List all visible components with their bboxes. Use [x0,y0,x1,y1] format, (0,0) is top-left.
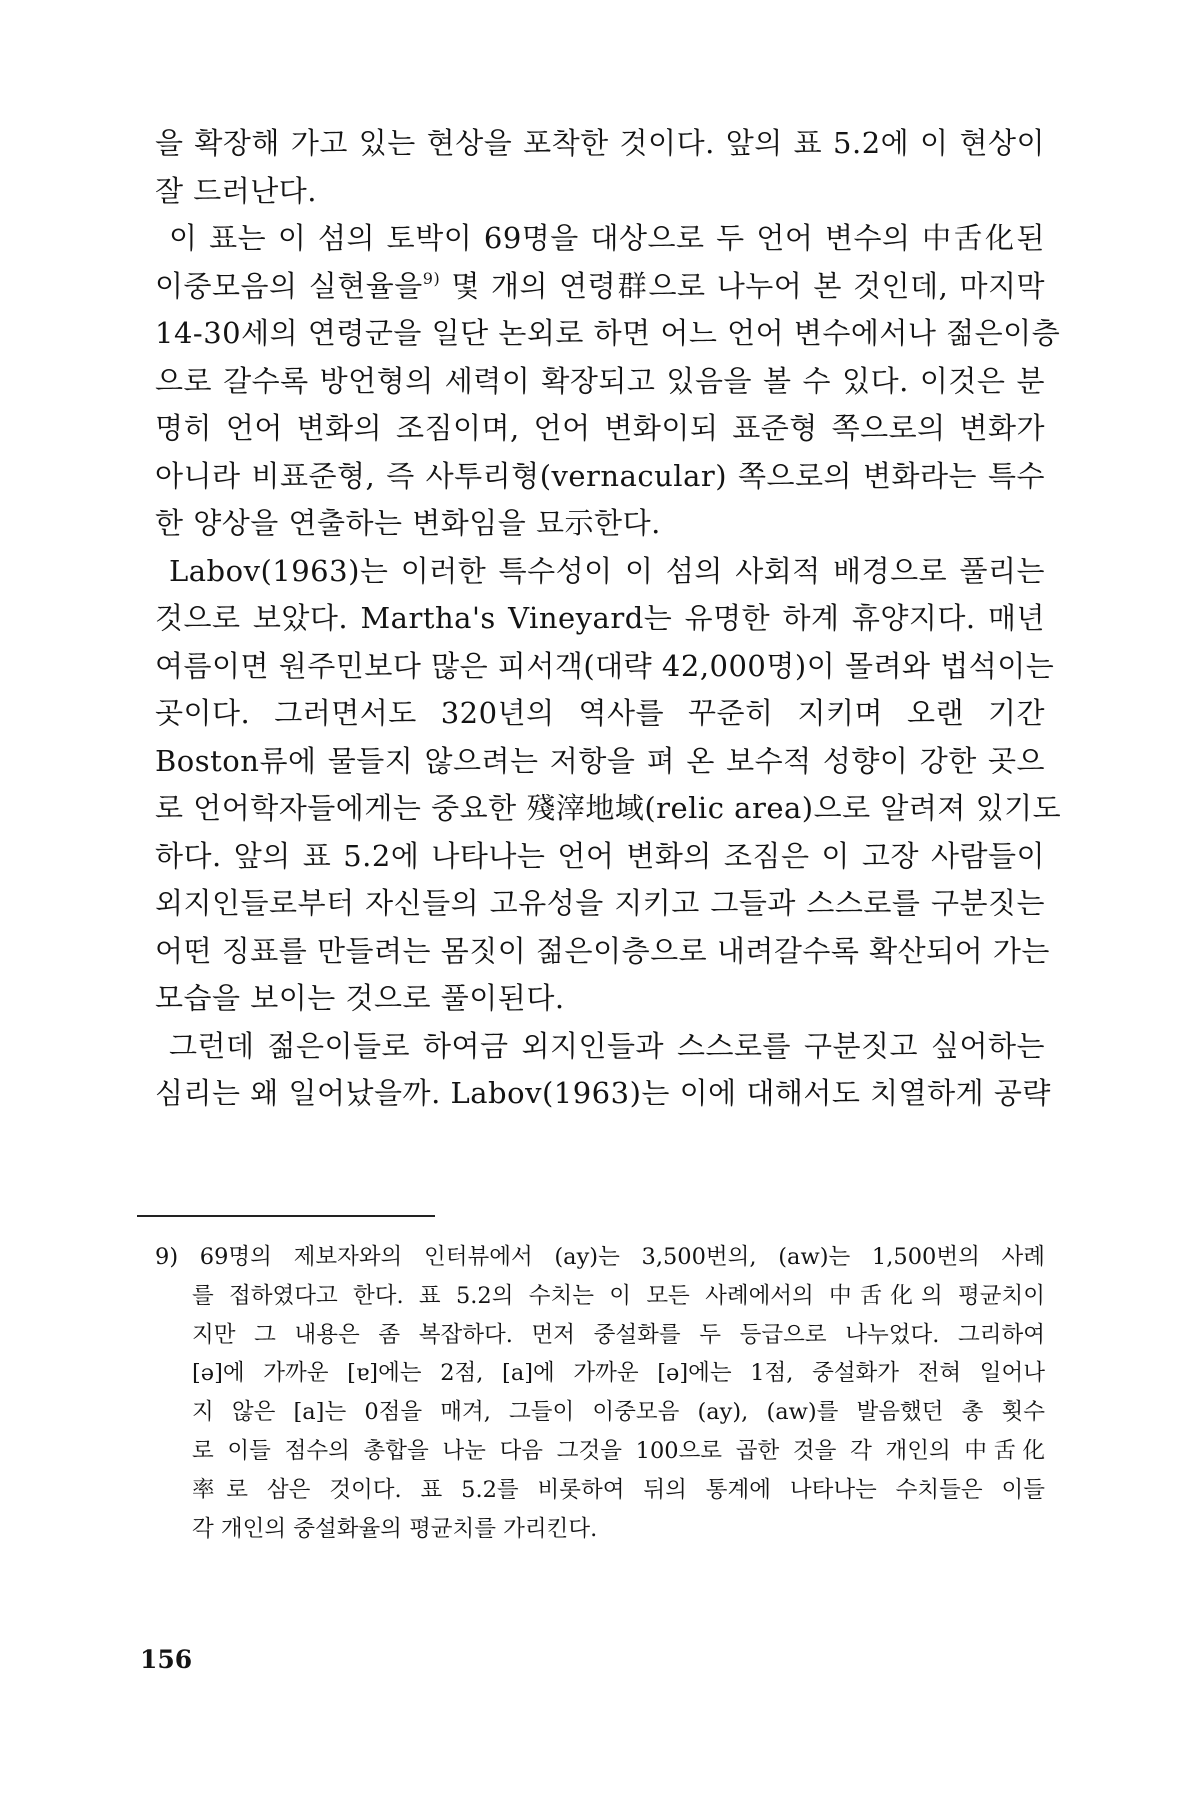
body-line: 곳이다. 그러면서도 320년의 역사를 꾸준히 지키며 오랜 기간 [155,696,1045,730]
footnote-line: 지만 그 내용은 좀 복잡하다. 먼저 중설화를 두 등급으로 나누었다. 그리하여 [192,1321,1045,1348]
footnote-line: 로 이들 점수의 총합을 나눈 다음 그것을 100으로 곱한 것을 각 개인의 中舌化 [192,1437,1045,1464]
body-line: 을 확장해 가고 있는 현상을 포착한 것이다. 앞의 표 5.2에 이 현상이 [155,126,1045,160]
page-number: 156 [140,1645,193,1674]
body-line: 심리는 왜 일어났을까. Labov(1963)는 이에 대해서도 치열하게 공략 [155,1076,1051,1110]
body-line: 하다. 앞의 표 5.2에 나타나는 언어 변화의 조짐은 이 고장 사람들이 [155,838,1045,873]
footnote-divider [137,1215,435,1217]
body-line-text: 이중모음의 실현율을 [155,268,423,303]
body-line: 로 언어학자들에게는 중요한 殘滓地域(relic area)으로 알려져 있기도 [155,791,1062,825]
body-line: 으로 갈수록 방언형의 세력이 확장되고 있음을 볼 수 있다. 이것은 분 [155,363,1045,398]
footnote [155,1238,1045,1548]
footnote-line: 9) 69명의 제보자와의 인터뷰에서 (ay)는 3,500번의, (aw)는 1,500번의 사례 [155,1244,1045,1270]
footnote-reference: 9) [422,268,441,288]
body-line-text: 몇 개의 연령群으로 나누어 본 것인데, 마지막 [440,268,1045,303]
body-line: 외지인들로부터 자신들의 고유성을 지키고 그들과 스스로를 구분짓는 [155,886,1045,920]
body-line: 명히 언어 변화의 조짐이며, 언어 변화이되 표준형 쪽으로의 변화가 [155,411,1045,445]
body-line: 한 양상을 연출하는 변화임을 묘示한다. [155,506,661,540]
body-line [155,263,1045,311]
body-line: 것으로 보았다. Martha's Vineyard는 유명한 하계 휴양지다. 매년 [155,601,1045,635]
body-line: 어떤 징표를 만들려는 몸짓이 젊은이층으로 내려갈수록 확산되어 가는 [155,933,1050,968]
footnote-line: 지 않은 [a]는 0점을 매겨, 그들이 이중모음 (ay), (aw)를 발음했던 총 횟수 [192,1399,1045,1426]
body-line: 이 표는 이 섬의 토박이 69명을 대상으로 두 언어 변수의 中舌化된 [169,221,1045,255]
footnote-line: 를 접하였다고 한다. 표 5.2의 수치는 이 모든 사례에서의 中舌化의 평균치이 [192,1282,1045,1309]
body-line: Labov(1963)는 이러한 특수성이 이 섬의 사회적 배경으로 풀리는 [169,553,1045,588]
body-line: 14-30세의 연령군을 일단 논외로 하면 어느 언어 변수에서나 젊은이층 [155,316,1061,350]
body-line: 여름이면 원주민보다 많은 피서객(대략 42,000명)이 몰려와 법석이는 [155,648,1055,683]
body-text [155,120,1062,1118]
footnote-line: [ə]에 가까운 [ɐ]에는 2점, [a]에 가까운 [ə]에는 1점, 중설화가 전혀 일어나 [192,1360,1045,1387]
body-line: 아니라 비표준형, 즉 사투리형(vernacular) 쪽으로의 변화라는 특수 [155,458,1045,493]
footnote-line: 率로 삼은 것이다. 표 5.2를 비롯하여 뒤의 통계에 나타나는 수치들은 이들 [192,1476,1045,1503]
body-line: 잘 드러난다. [155,173,318,208]
body-line: 모습을 보이는 것으로 풀이된다. [155,981,565,1015]
footnote-line: 각 개인의 중설화율의 평균치를 가리킨다. [192,1515,598,1542]
body-line: 그런데 젊은이들로 하여금 외지인들과 스스로를 구분짓고 싶어하는 [169,1028,1045,1063]
body-line: Boston류에 물들지 않으려는 저항을 펴 온 보수적 성향이 강한 곳으 [155,743,1045,778]
